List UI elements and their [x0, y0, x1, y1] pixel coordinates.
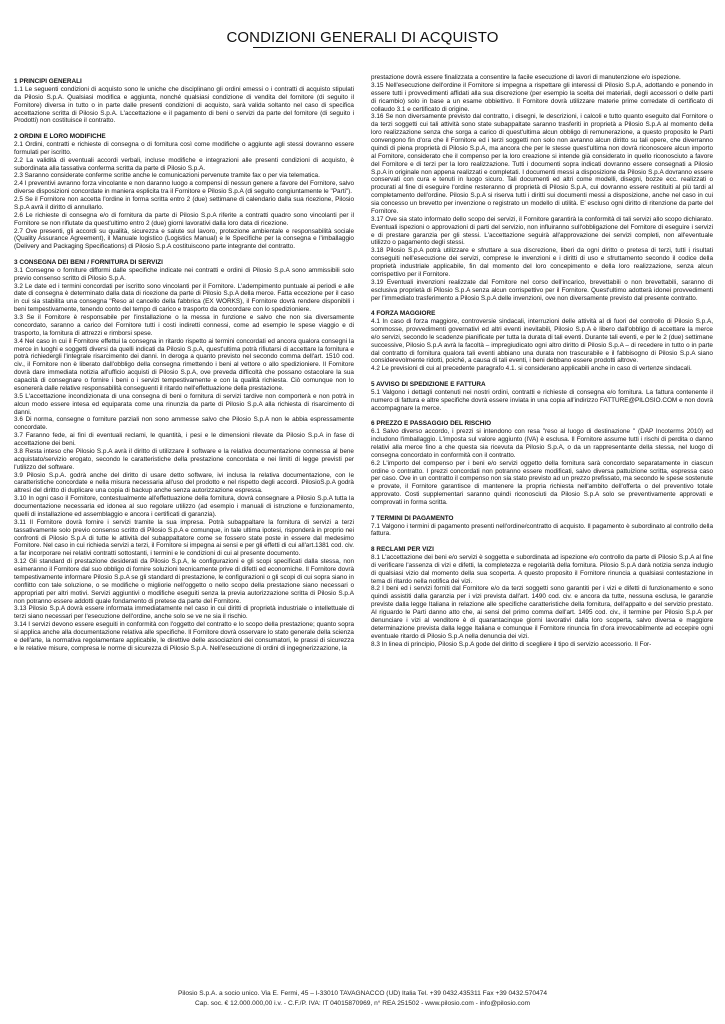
clause-paragraph: prestazione dovrà essere finalizzata a consentire la facile esecuzione di lavori di manutenzione e/o ispezione. — [371, 74, 681, 81]
clause-paragraph: 8.2 I beni ed i servizi forniti dal Fornitore e/o da terzi soggetti sono garantiti per i vizi e difetti di funzionamento e sono quindi assistiti dalla garanzia per i vizi prevista dall'art. 1490 cod. civ. e ancora da tutte, nessuna esclusa, le garanzie previste dalla legge Italiana in relazione alle specifiche caratteristiche della fornitura, dell'appalto e del servizio prestato. Al riguardo le Parti danno atto che, ai sensi del primo comma dell'art. 1495 cod. civ., il termine per Pilosio S.p.A per denunciare i vizi al venditore è di quarantacinque giorni lavorativi dalla loro scoperta, salvo diversa e maggiore determinazione prevista dalla legge Italiana e comunque il Fornitore rinuncia fin d'ora irrevocabilmente ad eccepire ogni eventuale ritardo di Pilosio S.p.A nella denuncia dei vizi. — [371, 585, 713, 640]
clause-paragraph: 8.3 In linea di principio, Pilosio S.p.A gode del diritto di scegliere il tipo di servizio accessorio. Il For- — [371, 640, 652, 648]
left-column — [14, 78, 354, 653]
clause-paragraph: 6.1 Salvo diverso accordo, i prezzi si intendono con resa "reso al luogo di destinazione " (DAP Incoterms 2010) ed includono l'imballaggio. L'imposta sul valore aggiunto (IVA) è esclusa. Il Fornitore assume tutti i rischi di perdita o danno relativi alla merce fino a che questa sia ricevuta da Pilosio S.p.A, o da un rappresentante della stessa, nel luogo di consegna concordato in conformità con il contratto. — [371, 428, 713, 459]
clause-paragraph: 3.9 Pilosio S.p.A. godrà anche del diritto di usare detto software, ivi inclusa la relativa documentazione, con le caratteristiche concordate e nella misura necessaria all'uso del prodotto e nel rispetto degli accordi. PilosioS.p.A godrà altresì del diritto di duplicare una copia di backup anche senza autorizzazione espressa. — [14, 471, 354, 495]
section-heading: 7 TERMINI DI PAGAMENTO — [371, 514, 454, 522]
clause-paragraph: 4.2 Le previsioni di cui al precedente paragrafo 4.1. si considerano applicabili anche in caso di vertenze sindacali. — [371, 365, 692, 373]
clause-paragraph: 2.7 Ove presenti, gli accordi su qualità, sicurezza e salute sul lavoro, protezione ambientale e responsabilità sociale (Quality Assurance Agreement), il Manuale logistico (Logistics Manual) e le Specifiche per la consegna e l'imballaggio (Delivery and Packaging Specifications) di Pilosio S.p.A costituiscono parte integrante del contratto. — [14, 227, 354, 251]
section-gap — [371, 302, 713, 310]
footer-address-line: Pilosio S.p.A. a socio unico. Via E. Fermi, 45 – I-33010 TAVAGNACCO (UD) Italia Tel. +39 0432.435311 Fax +39 0432.570474 — [178, 990, 547, 997]
clause-paragraph: 3.8 Resta inteso che Pilosio S.p.A avrà il diritto di utilizzare il software e la relativa documentazione connessa al bene acquistato/servizio erogato, secondo le caratteristiche della prestazione concordata e nei limiti di legge previsti per l'utilizzo del software. — [14, 447, 354, 471]
clause-paragraph: 3.11 Il Fornitore dovrà fornire i servizi tramite la sua impresa. Potrà subappaltare la fornitura di servizi a terzi tassativamente solo previo consenso scritto di Pilosio S.p.A e comunque, in tale ultima ipotesi, risponderà in proprio nei confronti di Pilosio S.p.A di tutte le attività del subappaltatore come se fossero state poste in essere dal medesimo Fornitore. Nel caso in cui richieda servizi a terzi, il Fornitore si impegna ai sensi e per gli effetti di cui all'art.1381 cod. civ. a far incorporare nei relativi contratti sottostanti, i termini e le condizioni di cui al presente documento. — [14, 518, 354, 558]
section-heading: 3 CONSEGNA DEI BENI / FORNITURA DI SERVIZI — [14, 258, 163, 266]
clause-paragraph: 2.6 Le richieste di consegna e/o di fornitura da parte di Pilosio S.p.A riferite a contratti quadro sono vincolanti per il Fornitore se non rifiutate da quest'ultimo entro 2 (due) giorni lavorativi dalla loro data di ricezione. — [14, 211, 354, 227]
clause-paragraph: 3.17 Ove sia stato informato dello scopo dei servizi, il Fornitore garantirà la conformità di tali servizi allo scopo dichiarato. Eventuali ispezioni o approvazioni di parti del servizio, non influiranno sull'obbligazione del Fornitore di eseguire i servizi e di prestare garanzia per gli stessi. L'accettazione seguirà all'approvazione dei servizi completi, non all'eventuale utilizzo o pagamento degli stessi. — [371, 215, 713, 247]
clause-paragraph: 3.10 In ogni caso il Fornitore, contestualmente all'effettuazione della fornitura, dovrà consegnare a Pilosio S.p.A tutta la documentazione necessaria ed idonea al suo regolare utilizzo (ad esempio i manuali di istruzione e funzionamento, quelli di installazione ed assemblaggio e ancora i certificati di garanzia). — [14, 495, 354, 518]
clause-paragraph: 3.4 Nel caso in cui il Fornitore effettui la consegna in ritardo rispetto ai termini concordati ed ancora qualora consegni la merce in luoghi e soggetti diversi da quelli indicati da Pilosio S.p.A, quest'ultima potrà rifiutarsi di accettare la fornitura e potrà richiedergli l'integrale risarcimento dei danni. In deroga a quanto previsto nel secondo comma dell'art. 1510 cod. civ., il Fornitore non è liberato dall'obbligo della consegna rimettendo i beni al vettore o allo spedizioniere. Il Fornitore dovrà dare immediata notizia all'ufficio acquisti di Pilosio S.p.A, ove preveda difficoltà che possano ostacolare la sua capacità di consegnare o fornire i beni o i servizi tempestivamente e con la qualità richiesta. Ciò comunque non lo esonererà dalle relative responsabilità conseguenti il ritardo nell'effettuazione della prestazione. — [14, 337, 354, 392]
clause-section — [371, 515, 713, 539]
clause-paragraph: 2.4 I preventivi avranno forza vincolante e non daranno luogo a compensi di nessun genere a favore del Fornitore, salvo diverse disposizioni concordate in maniera esplicita tra il Fornitore e Pilosio S.p.A (di seguito congiuntamente le "Parti"). — [14, 180, 354, 196]
clause-section — [371, 546, 713, 648]
right-column — [371, 74, 713, 648]
footer-registration-line: Cap. soc. € 12.000.000,00 i.v. - C.F./P. IVA: IT 04015870969, n° REA 251502 - www.pilosio.com - info@pilosio.com — [194, 1000, 531, 1007]
clause-paragraph: 1.1 Le seguenti condizioni di acquisto sono le uniche che disciplinano gli ordini emessi o i contratti di acquisto stipulati da Pilosio S.p.A. Qualsiasi modifica e aggiunta, nonché qualsiasi condizione di vendita del fornitore (di seguito il Fornitore) diversa in tutto o in parte dalle presenti condizioni di acquisto, sarà valida soltanto nel caso di specifica accettazione scritta di Pilosio S.p.A. L'accettazione e il pagamento di beni o servizi da parte del fornitore (di seguito i Prodotti) non costituisce il contratto. — [14, 85, 354, 125]
section-heading: 1 PRINCIPI GENERALI — [14, 78, 82, 85]
clause-paragraph: 3.1 Consegne o forniture difformi dalle specifiche indicate nei contratti e ordini di Pilosio S.p.A sono ammissibili solo previo consenso scritto di Pilosio S.p.A. — [14, 266, 354, 282]
clause-paragraph: 2.5 Se il Fornitore non accetta l'ordine in forma scritta entro 2 (due) settimane di calendario dalla sua ricezione, Pilosio S.p.A avrà il diritto di annullarlo. — [14, 196, 354, 211]
clause-paragraph: 3.16 Se non diversamente previsto dal contratto, i disegni, le descrizioni, i calcoli e tutto quanto eseguito dal Fornitore o da terzi soggetti cui tali attività sono state subappaltate saranno trasferiti in proprietà a Pilosio S.p.A al momento della loro realizzazione senza che sorga a carico di quest'ultima alcun obbligo di remunerazione, a questo proposito le Parti convengono fin d'ora che il Fornitore ed i terzi soggetti non solo non avranno alcun diritto su tali opere, che diverranno quindi di piena proprietà di Pilosio S.p.A, ma ancora che per le stesse quest'ultima non dovrà riconoscere alcun importo al Fornitore, considerato che il compenso per la loro creazione si intende già considerato in quello riconosciuto a favore del Fornitore e di terzi per la loro realizzazione. Tutti i documenti sopra indicati dovranno essere consegnati a Pilosio S.p.A in originale non appena realizzati e completati. I documenti messi a disposizione da Pilosio S.p.A dovranno essere conservati con cura e tenuti in luogo sicuro. Tali documenti ed altri come modelli, disegni, bozze ecc. realizzati o procurati al fine di eseguire l'ordine resteranno di proprietà di Pilosio S.p.A, cui dovranno essere restituiti al più tardi al completamento dell'ordine. Pilosio S.p.A si riserva tutti i diritti sui documenti messi a disposizione, anche nel caso in cui sia concesso un brevetto per invenzione o registrato un modello di utilità. E' escluso ogni diritto di ritenzione da parte del Fornitore. — [371, 113, 713, 215]
clause-paragraph: 3.6 Di norma, consegne o forniture parziali non sono ammesse salvo che Pilosio S.p.A non le abbia espressamente concordate. — [14, 416, 354, 432]
section-heading: 5 AVVISO DI SPEDIZIONE E FATTURA — [371, 380, 486, 388]
clause-section — [371, 381, 713, 413]
clause-paragraph: 2.2 La validità di eventuali accordi verbali, incluse modifiche e integrazioni alle presenti condizioni di acquisto, è subordinata alla tassativa conferma scritta da parte di Pilosio S.p.A. — [14, 156, 354, 172]
clause-paragraph: 3.15 Nell'esecuzione dell'ordine il Fornitore si impegna a rispettare gli interessi di Pilosio S.p.A, adottando e ponendo in essere tutti i provvedimenti affidati alla sua discrezione (per esempio la scelta dei materiali, degli accessori o delle parti di ricambio) solo in base a un esame obbiettivo. Il Fornitore dovrà utilizzare materie prime corredate di certificato di collaudo 3.1 e certificato di origine. — [371, 81, 713, 113]
clause-paragraph: 4.1 In caso di forza maggiore, controversie sindacali, interruzioni delle attività al di fuori del controllo di Pilosio S.p.A, sommosse, provvedimenti governativi ed altri eventi inevitabili, Pilosio S.p.A è libero dall'obbligo di accettare la merce e/o servizi, secondo le scadenze pianificate per tutta la durata di tali eventi. Durante tali eventi, e per le 2 (due) settimane successive, Pilosio S.p.A avrà la facoltà – impregiudicato ogni altro diritto di Pilosio S.p.A – di recedere in tutto o in parte dal contratto di fornitura qualora tali eventi abbiano una durata non trascurabile e il fabbisogno di Pilosio S.p.A siano considerevolmente ridotti, poiché, a causa di tali eventi, i beni debbano essere prodotti altrove. — [371, 318, 713, 365]
clause-paragraph: 5.1 Valgono i dettagli contenuti nei nostri ordini, contratti e richieste di consegna e/o fornitura. La fattura contenente il numero di fattura e altre specifiche dovrà essere inviata in una copia all'indirizzo FATTURE@PILOSIO.COM e non dovrà accompagnare la merce. — [371, 388, 713, 412]
title-underline — [253, 47, 472, 48]
clause-paragraph: 8.1 L'accettazione dei beni e/o servizi è soggetta e subordinata ad ispezione e/o controllo da parte di Pilosio S.p.A al fine di verificare l'assenza di vizi e difetti, la completezza e regolarità della fornitura. Pilosio S.p.A darà notizia senza indugio di qualsiasi vizio dal momento della sua scoperta. A questo proposito il Fornitore rinuncia a qualsiasi contestazione in tema di ritardo nella notifica dei vizi. — [371, 553, 713, 585]
section-gap — [371, 373, 713, 381]
clause-section — [14, 78, 354, 125]
section-heading: 8 RECLAMI PER VIZI — [371, 546, 434, 554]
clause-paragraph: 3.7 Faranno fede, ai fini di eventuali reclami, le quantità, i pesi e le dimensioni rilevate da Pilosio S.p.A in fase di accettazione dei beni. — [14, 432, 354, 448]
section-heading: 4 FORZA MAGGIORE — [371, 310, 436, 318]
section-heading: 6 PREZZO E PASSAGGIO DEL RISCHIO — [371, 420, 492, 428]
clause-paragraph: 3.2 Le date ed i termini concordati per iscritto sono vincolanti per il Fornitore. L'adempimento puntuale ai periodi e alle date di consegna è determinato dalla data di ricezione da parte di Pilosio S.p.A della merce. Fatta eccezione per il caso in cui sia stabilita una consegna "Reso al cancello della fabbrica (EX WORKS), il Fornitore dovrà rendere disponibili i beni tempestivamente, tenendo conto del tempo di carico e trasporto da concordare con lo spedizioniere. — [14, 282, 354, 314]
clause-paragraph: 3.19 Eventuali invenzioni realizzate dal Fornitore nel corso dell'incarico, brevettabili o non brevettabili, saranno di esclusiva proprietà di Pilosio S.p.A senza alcun corrispettivo per il Fornitore. Quest'ultimo adotterà idonei provvedimenti per l'immediato trasferimento a Pilosio S.p.A delle invenzioni, ove non diversamente previsto dal presente contratto. — [371, 278, 713, 302]
section-gap — [371, 538, 713, 546]
clause-paragraph: 2.3 Saranno considerate conferme scritte anche le comunicazioni pervenute tramite fax o per via telematica. — [14, 172, 320, 180]
clause-paragraph: 3.14 I servizi devono essere eseguiti in conformità con l'oggetto del contratto e lo scopo della prestazione; quanto sopra si applica anche alla documentazione relativa alle specifiche. Il Fornitore dovrà osservare lo stato generale della scienza e dell'arte, la normativa regolamentare applicabile, le direttive delle associazioni dei consumatori, le prassi di sicurezza e le relative misure, compresa le norme di sicurezza di Pilosio S.p.A. Nell'esecuzione di ordini di ingegnerizzazione, la — [14, 621, 354, 652]
clause-paragraph: 3.13 Pilosio S.p.A dovrà essere informata immediatamente nel caso in cui diritti di proprietà industriale o intellettuale di terzi siano necessari per l'esecuzione dell'ordine, anche solo se ve ne sia il rischio. — [14, 605, 354, 621]
clause-paragraph: 3.3 Se il Fornitore è responsabile per l'installazione o la messa in funzione e salvo che non sia diversamente concordato, saranno a carico del Fornitore tutti i costi indiretti connessi, come ad esempio le spese viaggio e di trasporto, la fornitura di attrezzi e rimborsi spese. — [14, 314, 354, 337]
clause-paragraph: 3.18 Pilosio S.p.A potrà utilizzare e sfruttare a sua discrezione, liberi da ogni diritto o pretesa di terzi, tutti i risultati conseguiti nell'esecuzione dei servizi, comprese le invenzioni e i diritti di uso e sfruttamento secondo il codice della proprietà industriale applicabile, fin dal momento del loro concepimento e della loro realizzazione, senza alcun corrispettivo per il Fornitore. — [371, 247, 713, 278]
clause-section — [371, 420, 713, 507]
document-title: CONDIZIONI GENERALI DI ACQUISTO — [226, 29, 499, 46]
clause-paragraph: 3.12 Gli standard di prestazione desiderati da Pilosio S.p.A, le configurazioni e gli scopi specificati dalla stessa, non esimeranno il Fornitore dal suo obbligo di fornire soluzioni tecnicamente prive di difetti ed economiche. Il Fornitore dovrà tempestivamente informare Pilosio S.p.A se gli standard di prestazione, le configurazioni o gli scopi di cui sopra siano in conflitto con tale soluzione, o se modifiche o migliorie nell'oggetto o nello scopo della prestazione siano necessari o appropriati per altri motivi. Servizi aggiuntivi o modifiche eseguiti senza la previa autorizzazione scritta di Pilosio S.p.A non potranno essere addotti quale fondamento di pretese da parte del Fornitore. — [14, 558, 354, 605]
clause-section — [14, 259, 354, 653]
clause-paragraph: 7.1 Valgono i termini di pagamento presenti nell'ordine/contratto di acquisto. Il pagamento è subordinato al controllo della fattura. — [371, 522, 713, 538]
clause-paragraph: 3.5 L'accettazione incondizionata di una consegna di beni o fornitura di servizi tardive non comporterà e non potrà in alcun modo essere intesa ed equiparata come una rinunzia da parte di Pilosio S.p.A alla richiesta di risarcimento di danni. — [14, 392, 354, 416]
section-gap — [14, 251, 354, 259]
section-gap — [371, 412, 713, 420]
clause-paragraph: 6.2 L'importo del compenso per i beni e/o servizi oggetto della fornitura sarà concordato separatamente in ciascun ordine o contratto. I prezzi concordati non potranno essere modificati, salvo diversa pattuizione scritta, espressa caso per caso. Ove in un contratto il compenso non sia stato previsto ad un prezzo prefissato, ma secondo le spese sostenute e provate, il Fornitore garantisce di mantenere la propria richiesta nell'ambito dell'offerta o del preventivo totale approvato. Costi supplementari saranno quindi riconosciuti da Pilosio S.p.A solo se preventivamente approvati e comprovati in forma scritta. — [371, 459, 713, 507]
company-footer — [0, 989, 725, 1009]
section-gap — [14, 125, 354, 133]
clause-section — [14, 133, 354, 251]
section-heading: 2 ORDINI E LORO MODIFICHE — [14, 133, 106, 141]
section-gap — [371, 507, 713, 515]
clause-section — [371, 74, 713, 302]
clause-section — [371, 310, 713, 373]
clause-paragraph: 2.1 Ordini, contratti e richieste di consegna o di fornitura così come modifiche o aggiunte agli stessi dovranno essere formulati per iscritto. — [14, 140, 354, 156]
